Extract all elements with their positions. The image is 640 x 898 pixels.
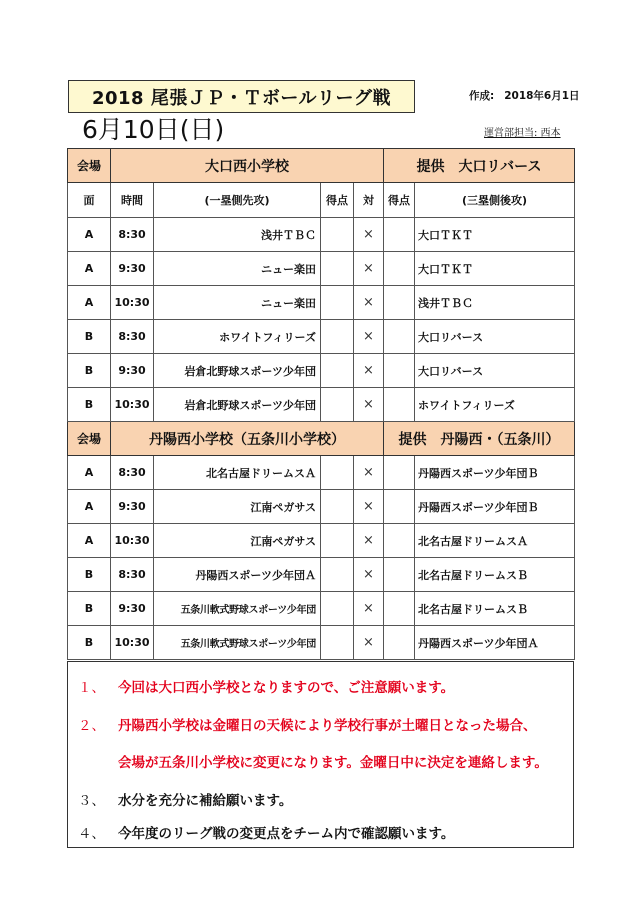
- vs-cell: ×: [354, 320, 384, 354]
- game-row: [68, 592, 575, 626]
- home-score-cell[interactable]: [321, 592, 354, 626]
- time-cell: 8:30: [111, 320, 154, 354]
- away-team-cell: 大口リバース: [415, 354, 575, 388]
- home-team-cell: 岩倉北野球スポーツ少年団: [154, 388, 321, 422]
- note-number: ３、: [78, 793, 105, 809]
- home-team-cell: ニュー楽田: [154, 286, 321, 320]
- note-text: 会場が五条川小学校に変更になります。金曜日中に決定を連絡します。: [118, 755, 548, 771]
- game-row: [68, 354, 575, 388]
- home-score-cell[interactable]: [321, 388, 354, 422]
- col-header-home-score: 得点: [321, 183, 354, 218]
- away-score-cell[interactable]: [384, 490, 415, 524]
- time-cell: 9:30: [111, 490, 154, 524]
- home-score-cell[interactable]: [321, 558, 354, 592]
- note-2-continued: [78, 751, 548, 771]
- away-team-cell: 北名古屋ドリームスＢ: [415, 592, 575, 626]
- vs-cell: ×: [354, 286, 384, 320]
- venue-header-row: [68, 149, 575, 183]
- col-header-vs: 対: [354, 183, 384, 218]
- match-date: 6月10日(日): [82, 115, 225, 144]
- time-cell: 10:30: [111, 524, 154, 558]
- venue-provider: 提供 大口リバース: [384, 149, 575, 183]
- notes-box: [67, 661, 574, 848]
- home-team-cell: 岩倉北野球スポーツ少年団: [154, 354, 321, 388]
- note-text: 水分を充分に補給願います。: [118, 793, 293, 809]
- time-cell: 10:30: [111, 388, 154, 422]
- col-header-away-score: 得点: [384, 183, 415, 218]
- home-score-cell[interactable]: [321, 320, 354, 354]
- away-team-cell: 浅井ＴＢＣ: [415, 286, 575, 320]
- venue-name: 丹陽西小学校（五条川小学校）: [111, 422, 384, 456]
- away-team-cell: 北名古屋ドリームスＡ: [415, 524, 575, 558]
- away-score-cell[interactable]: [384, 592, 415, 626]
- vs-cell: ×: [354, 490, 384, 524]
- court-cell: A: [68, 218, 111, 252]
- venue-label: 会場: [68, 149, 111, 183]
- court-cell: A: [68, 490, 111, 524]
- away-score-cell[interactable]: [384, 354, 415, 388]
- away-score-cell[interactable]: [384, 388, 415, 422]
- court-cell: A: [68, 456, 111, 490]
- game-row: [68, 286, 575, 320]
- away-team-cell: ホワイトフィリーズ: [415, 388, 575, 422]
- col-header-away: (三塁側後攻): [415, 183, 575, 218]
- court-cell: B: [68, 592, 111, 626]
- time-cell: 9:30: [111, 592, 154, 626]
- col-header-time: 時間: [111, 183, 154, 218]
- home-score-cell[interactable]: [321, 218, 354, 252]
- vs-cell: ×: [354, 592, 384, 626]
- away-score-cell[interactable]: [384, 286, 415, 320]
- note-number: ２、: [78, 718, 105, 734]
- vs-cell: ×: [354, 456, 384, 490]
- game-row: [68, 456, 575, 490]
- game-row: [68, 490, 575, 524]
- note-2: [78, 714, 537, 734]
- away-score-cell[interactable]: [384, 558, 415, 592]
- away-score-cell[interactable]: [384, 524, 415, 558]
- court-cell: A: [68, 286, 111, 320]
- vs-cell: ×: [354, 558, 384, 592]
- vs-cell: ×: [354, 524, 384, 558]
- home-team-cell: 北名古屋ドリームスＡ: [154, 456, 321, 490]
- col-header-home: (一塁側先攻): [154, 183, 321, 218]
- away-score-cell[interactable]: [384, 320, 415, 354]
- home-score-cell[interactable]: [321, 490, 354, 524]
- home-score-cell[interactable]: [321, 286, 354, 320]
- note-4: [78, 822, 454, 842]
- court-cell: B: [68, 388, 111, 422]
- game-row: [68, 218, 575, 252]
- vs-cell: ×: [354, 218, 384, 252]
- court-cell: B: [68, 626, 111, 660]
- time-cell: 8:30: [111, 218, 154, 252]
- staff-in-charge: 運営部担当: 西本: [484, 128, 561, 139]
- league-title-text: 2018 尾張ＪＰ・Ｔボールリーグ戦: [91, 87, 391, 109]
- away-score-cell[interactable]: [384, 626, 415, 660]
- time-cell: 9:30: [111, 354, 154, 388]
- court-cell: B: [68, 558, 111, 592]
- home-score-cell[interactable]: [321, 354, 354, 388]
- game-row: [68, 524, 575, 558]
- schedule-table: [67, 148, 575, 660]
- away-team-cell: 北名古屋ドリームスＢ: [415, 558, 575, 592]
- note-text: 今年度のリーグ戦の変更点をチーム内で確認願います。: [118, 826, 455, 842]
- vs-cell: ×: [354, 388, 384, 422]
- game-row: [68, 558, 575, 592]
- away-score-cell[interactable]: [384, 456, 415, 490]
- away-team-cell: 丹陽西スポーツ少年団Ｂ: [415, 456, 575, 490]
- created-info: [469, 88, 580, 103]
- game-row: [68, 320, 575, 354]
- away-team-cell: 丹陽西スポーツ少年団Ａ: [415, 626, 575, 660]
- venue-label: 会場: [68, 422, 111, 456]
- venue-provider: 提供 丹陽西・（五条川）: [384, 422, 575, 456]
- note-1: [78, 676, 454, 696]
- home-score-cell[interactable]: [321, 524, 354, 558]
- home-score-cell[interactable]: [321, 626, 354, 660]
- venue-header-row: [68, 422, 575, 456]
- game-row: [68, 626, 575, 660]
- time-cell: 10:30: [111, 286, 154, 320]
- col-header-court: 面: [68, 183, 111, 218]
- venue-name: 大口西小学校: [111, 149, 384, 183]
- home-team-cell: ニュー楽田: [154, 252, 321, 286]
- home-team-cell: 江南ペガサス: [154, 524, 321, 558]
- game-row: [68, 252, 575, 286]
- time-cell: 8:30: [111, 456, 154, 490]
- time-cell: 8:30: [111, 558, 154, 592]
- home-team-cell: ホワイトフィリーズ: [154, 320, 321, 354]
- league-title: [68, 80, 415, 113]
- home-score-cell[interactable]: [321, 456, 354, 490]
- time-cell: 10:30: [111, 626, 154, 660]
- vs-cell: ×: [354, 252, 384, 286]
- away-team-cell: 大口ＴＫＴ: [415, 252, 575, 286]
- created-label: 作成:: [469, 90, 495, 102]
- note-text: 丹陽西小学校は金曜日の天候により学校行事が土曜日となった場合、: [118, 718, 537, 734]
- home-score-cell[interactable]: [321, 252, 354, 286]
- home-team-cell: 五条川軟式野球スポーツ少年団: [154, 626, 321, 660]
- away-team-cell: 大口リバース: [415, 320, 575, 354]
- vs-cell: ×: [354, 626, 384, 660]
- home-team-cell: 五条川軟式野球スポーツ少年団: [154, 592, 321, 626]
- away-team-cell: 大口ＴＫＴ: [415, 218, 575, 252]
- court-cell: A: [68, 524, 111, 558]
- time-cell: 9:30: [111, 252, 154, 286]
- column-header-row: [68, 183, 575, 218]
- court-cell: B: [68, 354, 111, 388]
- note-3: [78, 789, 292, 809]
- home-team-cell: 江南ペガサス: [154, 490, 321, 524]
- away-score-cell[interactable]: [384, 218, 415, 252]
- away-team-cell: 丹陽西スポーツ少年団Ｂ: [415, 490, 575, 524]
- home-team-cell: 丹陽西スポーツ少年団Ａ: [154, 558, 321, 592]
- court-cell: B: [68, 320, 111, 354]
- court-cell: A: [68, 252, 111, 286]
- vs-cell: ×: [354, 354, 384, 388]
- away-score-cell[interactable]: [384, 252, 415, 286]
- note-number: １、: [78, 680, 105, 696]
- created-date: 2018年6月1日: [504, 90, 580, 102]
- game-row: [68, 388, 575, 422]
- note-text: 今回は大口西小学校となりますので、ご注意願います。: [118, 680, 455, 696]
- home-team-cell: 浅井ＴＢＣ: [154, 218, 321, 252]
- note-number: ４、: [78, 826, 105, 842]
